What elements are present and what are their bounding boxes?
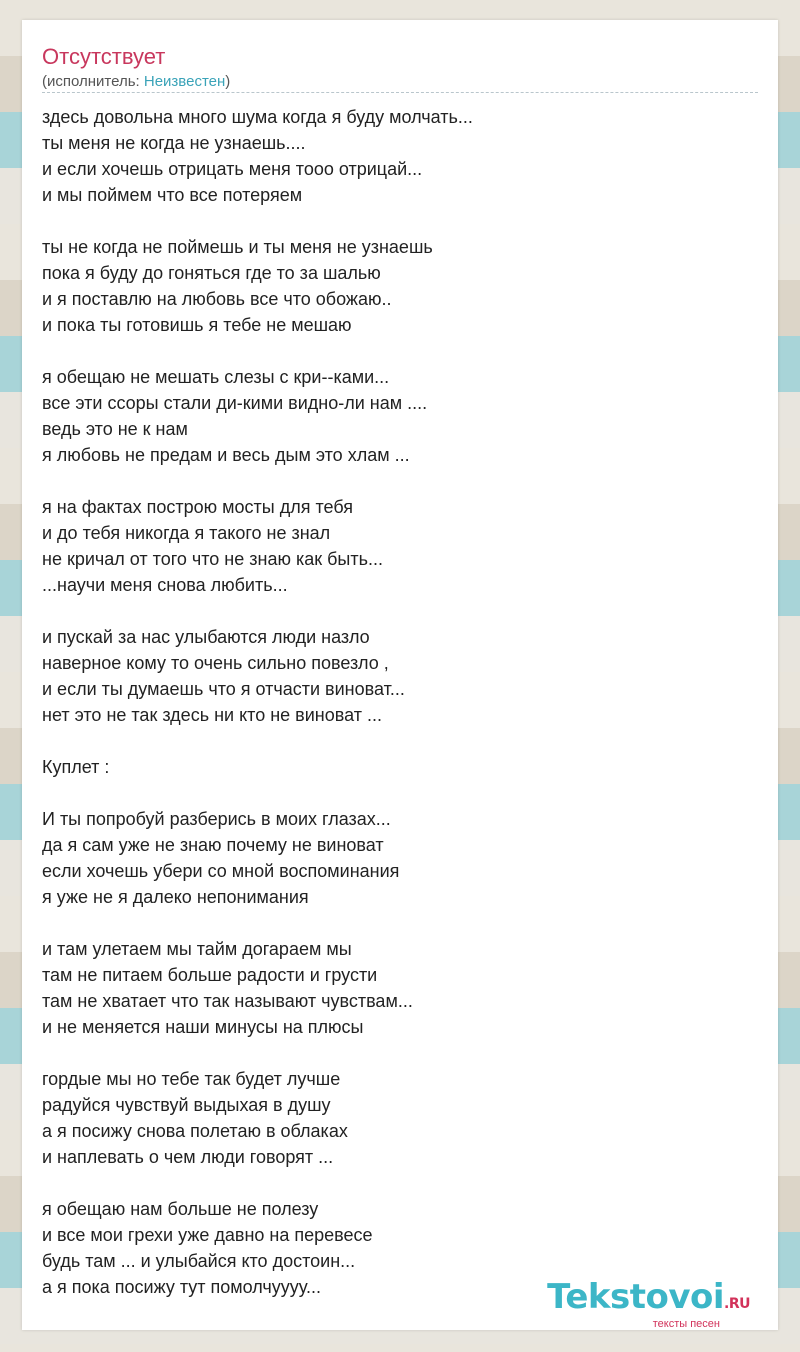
lyrics-blank-line: [42, 338, 758, 364]
lyrics-line: а я посижу снова полетаю в облаках: [42, 1121, 348, 1141]
lyrics-line: будь там ... и улыбайся кто достоин...: [42, 1251, 356, 1271]
lyrics-line: и все мои грехи уже давно на перевесе: [42, 1225, 373, 1245]
lyrics-line: гордые мы но тебе так будет лучше: [42, 1069, 341, 1089]
lyrics-line: я обещаю не мешать слезы с кри--ками...: [42, 367, 390, 387]
lyrics-line: если хочешь убери со мной воспоминания: [42, 861, 400, 881]
lyrics-line: и пускай за нас улыбаются люди назло: [42, 627, 370, 647]
lyrics-line: не кричал от того что не знаю как быть...: [42, 549, 383, 569]
lyrics-line: радуйся чувствуй выдыхая в душу: [42, 1095, 331, 1115]
lyrics-blank-line: [42, 598, 758, 624]
lyrics-card: [22, 20, 778, 1330]
lyrics-line: и не меняется наши минусы на плюсы: [42, 1017, 364, 1037]
divider: [42, 92, 758, 93]
lyrics-line: все эти ссоры стали ди-кими видно-ли нам ....: [42, 393, 428, 413]
lyrics-line: и если ты думаешь что я отчасти виноват...: [42, 679, 405, 699]
lyrics-line: и мы поймем что все потеряем: [42, 185, 303, 205]
lyrics-line: и я поставлю на любовь все что обожаю..: [42, 289, 392, 309]
site-logo[interactable]: [547, 1279, 750, 1330]
lyrics-line: ведь это не к нам: [42, 419, 188, 439]
lyrics-line: да я сам уже не знаю почему не виноват: [42, 835, 384, 855]
artist-suffix: ): [225, 73, 231, 90]
lyrics-line: ты не когда не поймешь и ты меня не узнаешь: [42, 237, 433, 257]
lyrics-line: пока я буду до гоняться где то за шалью: [42, 263, 381, 283]
lyrics-text: [42, 104, 758, 1300]
lyrics-line: здесь довольна много шума когда я буду молчать...: [42, 107, 473, 127]
lyrics-line: ...научи меня снова любить...: [42, 575, 288, 595]
artist-line: [42, 73, 230, 91]
logo-tagline: тексты песен: [652, 1318, 720, 1330]
lyrics-line: И ты попробуй разберись в моих глазах...: [42, 809, 391, 829]
lyrics-blank-line: [42, 1040, 758, 1066]
lyrics-line: и до тебя никогда я такого не знал: [42, 523, 331, 543]
lyrics-line: Куплет :: [42, 757, 110, 777]
lyrics-blank-line: [42, 208, 758, 234]
lyrics-blank-line: [42, 728, 758, 754]
logo-tld: .RU: [724, 1296, 750, 1312]
lyrics-line: а я пока посижу тут помолчуууу...: [42, 1277, 321, 1297]
lyrics-blank-line: [42, 910, 758, 936]
lyrics-line: я уже не я далеко непонимания: [42, 887, 309, 907]
artist-link[interactable]: Неизвестен: [143, 73, 226, 90]
lyrics-line: нет это не так здесь ни кто не виноват ...: [42, 705, 382, 725]
lyrics-line: я на фактах построю мосты для тебя: [42, 497, 354, 517]
logo-name: Tekstovoi: [547, 1277, 725, 1317]
lyrics-line: и пока ты готовишь я тебе не мешаю: [42, 315, 352, 335]
lyrics-line: и там улетаем мы тайм догараем мы: [42, 939, 352, 959]
artist-prefix: (исполнитель:: [42, 73, 144, 90]
lyrics-line: там не питаем больше радости и грусти: [42, 965, 378, 985]
lyrics-blank-line: [42, 1170, 758, 1196]
lyrics-line: я любовь не предам и весь дым это хлам ...: [42, 445, 410, 465]
lyrics-blank-line: [42, 780, 758, 806]
lyrics-line: ты меня не когда не узнаешь....: [42, 133, 306, 153]
lyrics-line: наверное кому то очень сильно повезло ,: [42, 653, 389, 673]
song-title: Отсутствует: [42, 44, 166, 69]
lyrics-line: там не хватает что так называют чувствам...: [42, 991, 413, 1011]
lyrics-blank-line: [42, 468, 758, 494]
lyrics-line: и наплевать о чем люди говорят ...: [42, 1147, 334, 1167]
lyrics-line: я обещаю нам больше не полезу: [42, 1199, 319, 1219]
lyrics-line: и если хочешь отрицать меня тооо отрицай...: [42, 159, 423, 179]
